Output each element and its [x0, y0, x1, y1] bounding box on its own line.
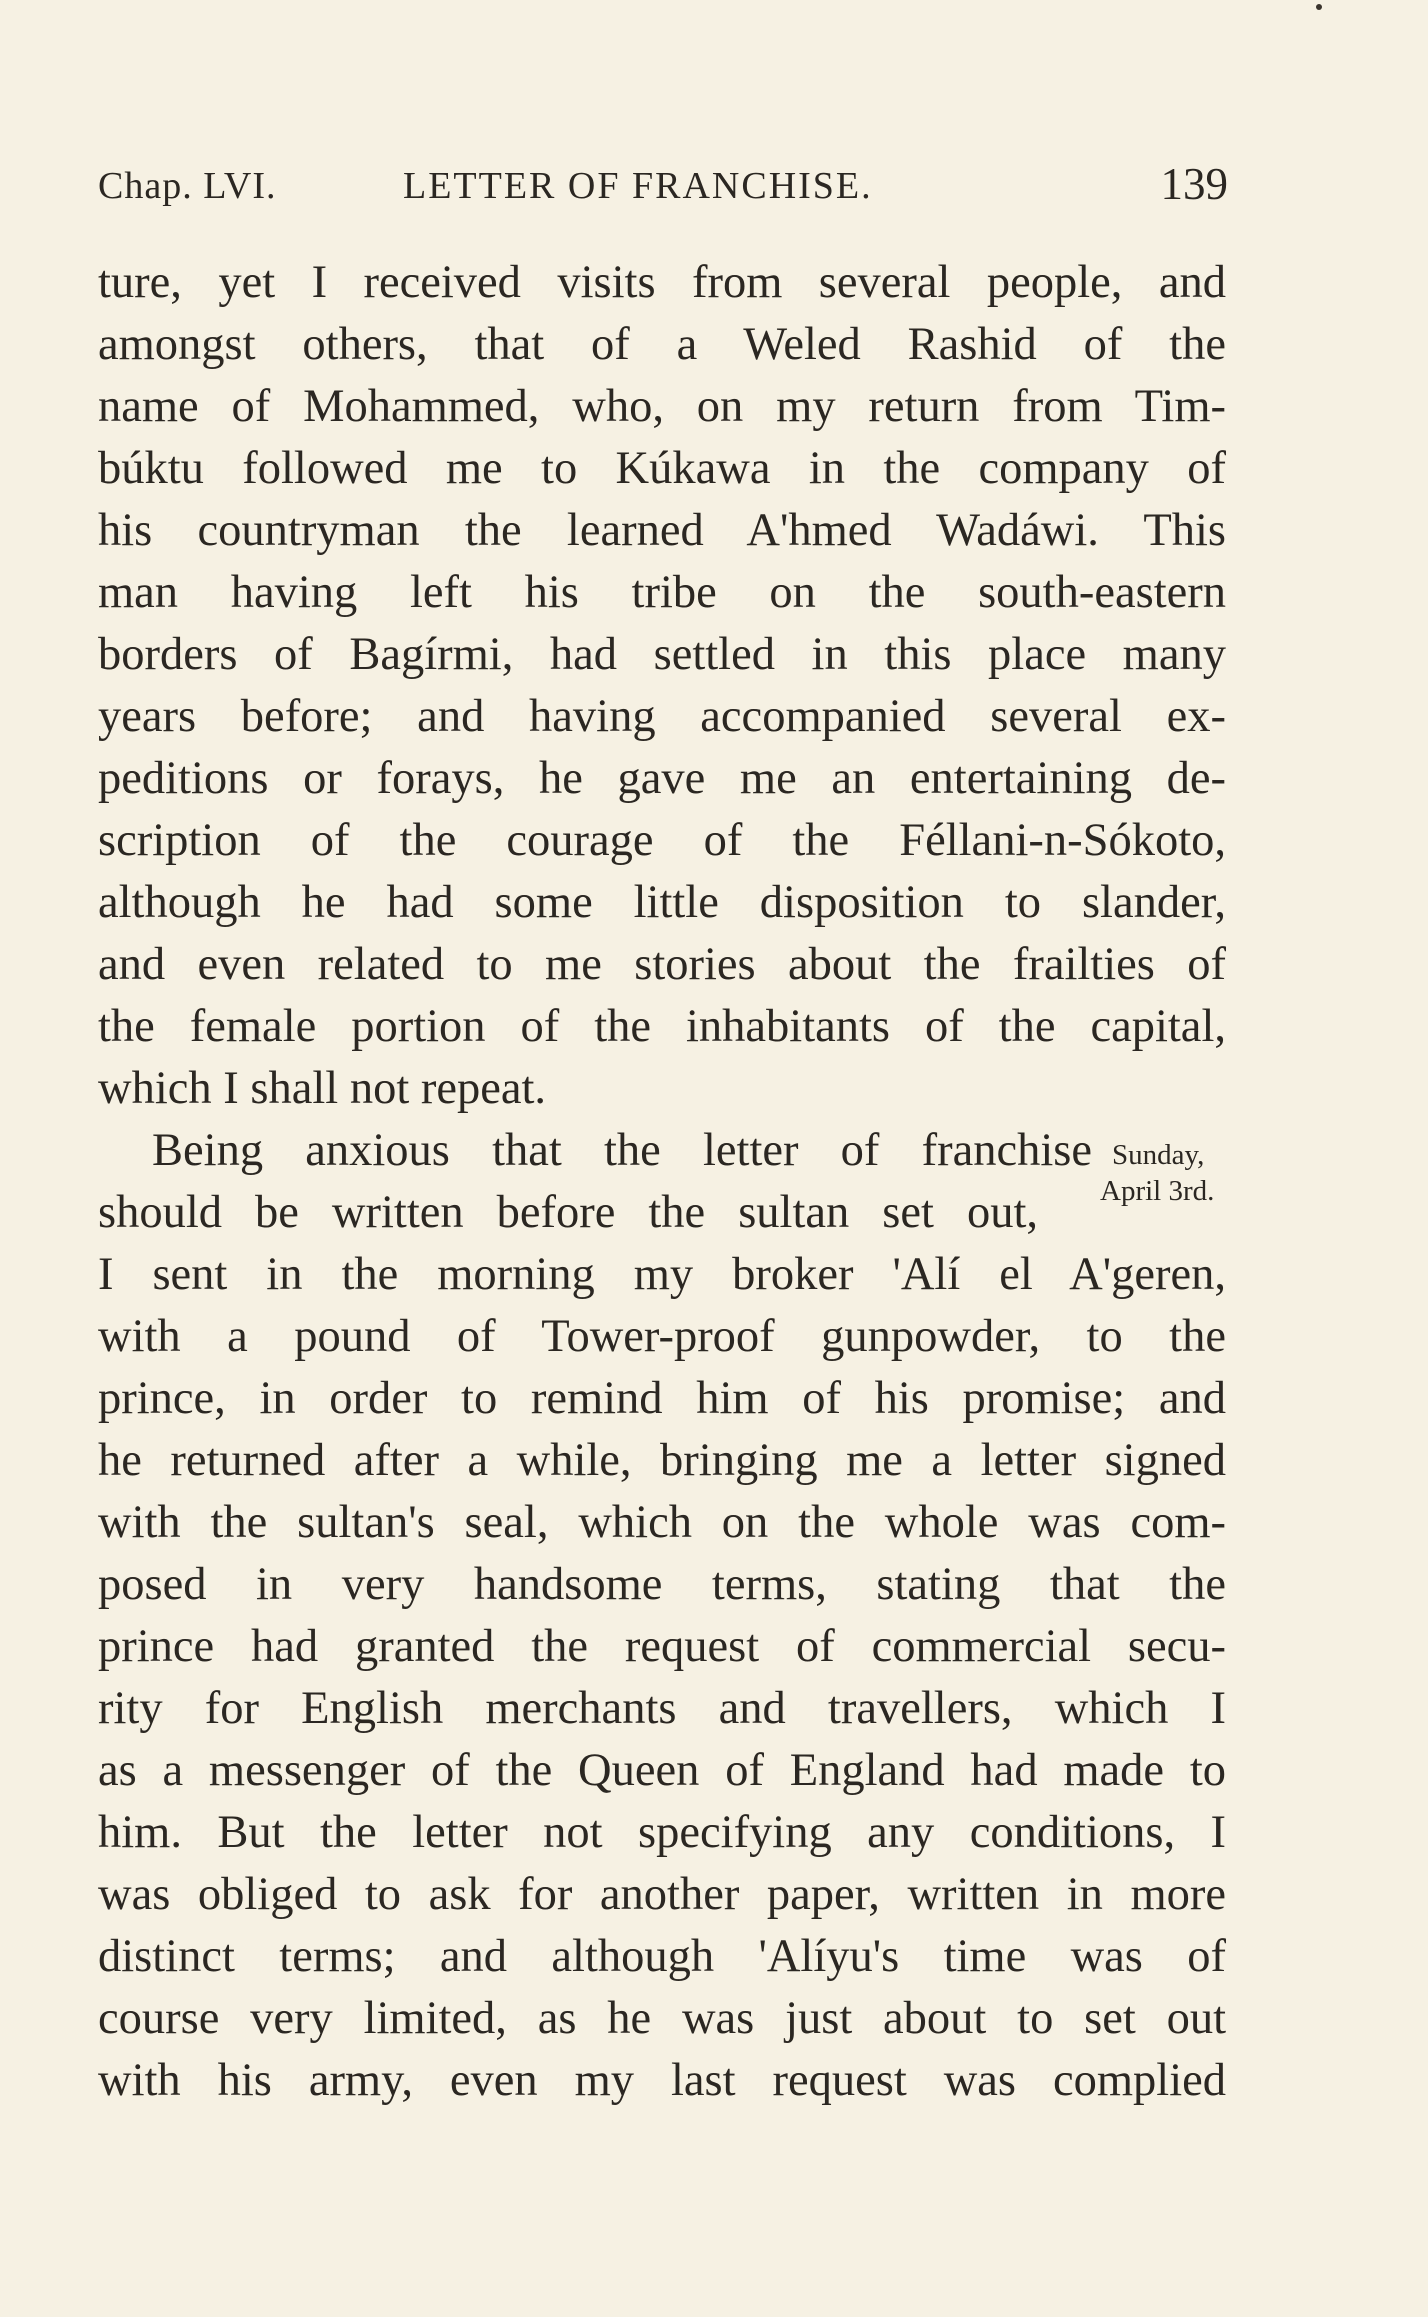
running-title: LETTER OF FRANCHISE. — [403, 165, 873, 207]
text-line: which I shall not repeat. — [98, 1063, 547, 1114]
margin-note-date-line: April 3rd. — [1100, 1175, 1215, 1207]
running-header — [98, 158, 1228, 214]
text-line: Being anxious that the letter of franchise — [152, 1125, 1092, 1176]
margin-note-date — [1102, 1137, 1214, 1209]
text-line: name of Mohammed, who, on my return from Tim- — [98, 381, 1226, 432]
text-line: with a pound of Tower-proof gunpowder, to the — [98, 1311, 1226, 1362]
text-line: and even related to me stories about the frailties of — [98, 939, 1226, 990]
text-line: distinct terms; and although 'Alíyu's time was of — [98, 1931, 1226, 1982]
text-line: with the sultan's seal, which on the whole was com- — [98, 1497, 1226, 1548]
text-line: ture, yet I received visits from several people, and — [98, 257, 1226, 308]
text-line: although he had some little disposition to slander, — [98, 877, 1226, 928]
ink-speck — [1316, 4, 1322, 10]
text-line: scription of the courage of the Féllani-n-Sókoto, — [98, 815, 1226, 866]
text-line: borders of Bagírmi, had settled in this place many — [98, 629, 1226, 680]
text-line: prince had granted the request of commercial secu- — [98, 1621, 1226, 1672]
text-line: him. But the letter not specifying any conditions, I — [98, 1807, 1226, 1858]
page-number: 139 — [1160, 159, 1228, 209]
text-line: should be written before the sultan set out, — [98, 1187, 1038, 1238]
text-line: man having left his tribe on the south-eastern — [98, 567, 1226, 618]
text-line: his countryman the learned A'hmed Wadáwi. This — [98, 505, 1226, 556]
text-line: years before; and having accompanied several ex- — [98, 691, 1226, 742]
text-line: he returned after a while, bringing me a letter signed — [98, 1435, 1226, 1486]
text-line: was obliged to ask for another paper, written in more — [98, 1869, 1226, 1920]
body-text — [98, 252, 1226, 2112]
text-line: with his army, even my last request was complied — [98, 2055, 1226, 2106]
text-line: posed in very handsome terms, stating that the — [98, 1559, 1226, 1610]
text-line: rity for English merchants and travellers, which I — [98, 1683, 1226, 1734]
text-line: course very limited, as he was just about to set out — [98, 1993, 1226, 2044]
margin-note-day: Sunday, — [1112, 1139, 1205, 1171]
text-line: the female portion of the inhabitants of the capital, — [98, 1001, 1226, 1052]
text-line: búktu followed me to Kúkawa in the company of — [98, 443, 1226, 494]
text-line: peditions or forays, he gave me an entertaining de- — [98, 753, 1226, 804]
chapter-label: Chap. LVI. — [98, 165, 277, 207]
text-line: amongst others, that of a Weled Rashid of the — [98, 319, 1226, 370]
text-line: as a messenger of the Queen of England had made to — [98, 1745, 1226, 1796]
text-line: I sent in the morning my broker 'Alí el A'geren, — [98, 1249, 1226, 1300]
text-line: prince, in order to remind him of his promise; and — [98, 1373, 1226, 1424]
